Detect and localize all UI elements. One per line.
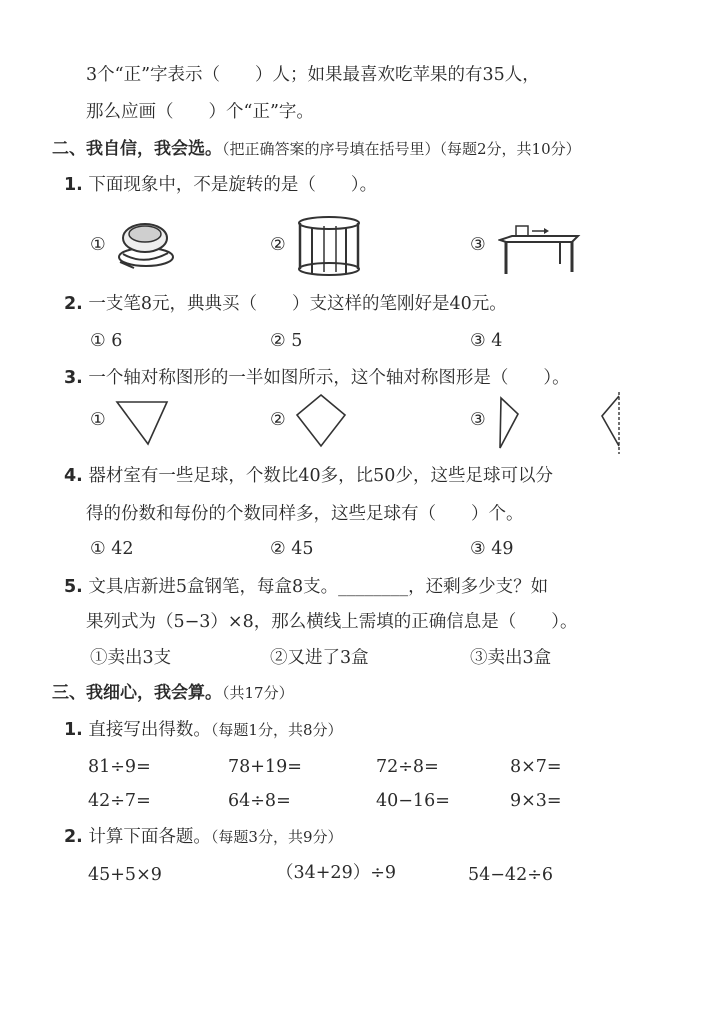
- calc-item: 40−16=: [376, 791, 450, 811]
- calc-item: 9×3=: [510, 791, 562, 811]
- option-1: ① 6: [90, 331, 123, 351]
- calc-item: （34+29）÷9: [276, 863, 396, 883]
- question-text: 计算下面各题。: [88, 827, 211, 847]
- calc-item: 81÷9=: [88, 757, 151, 777]
- section-3-header: [52, 682, 294, 704]
- option-2: ②: [270, 235, 286, 255]
- calc-item: 72÷8=: [376, 757, 439, 777]
- question-text-line-2: 得的份数和每份的个数同样多，这些足球有（ ）个。: [86, 504, 524, 524]
- question-number: 4.: [64, 466, 83, 486]
- calc-question-2: [64, 826, 343, 848]
- option-3: ③ 49: [470, 539, 514, 559]
- kite-shape: [294, 392, 348, 450]
- question-4: [64, 465, 553, 487]
- section-3-title: 三、我细心，我会算。: [52, 683, 222, 703]
- question-number: 1.: [64, 175, 83, 195]
- question-3: [64, 367, 570, 389]
- question-text: 下面现象中，不是旋转的是（ ）。: [88, 175, 378, 195]
- question-text: 直接写出得数。: [88, 720, 211, 740]
- calc-question-1: [64, 719, 343, 741]
- question-text: 一个轴对称图形的一半如图所示，这个轴对称图形是（ ）。: [88, 368, 570, 388]
- calc-item: 8×7=: [510, 757, 562, 777]
- question-text-line-1: 文具店新进5盒钢笔，每盒8支。________，还剩多少支？如: [88, 577, 549, 597]
- option-3: ③: [470, 235, 486, 255]
- table-with-box-picture: [498, 218, 582, 278]
- question-number: 5.: [64, 577, 83, 597]
- option-2: ② 5: [270, 331, 303, 351]
- option-2: ②又进了3盒: [270, 648, 369, 668]
- option-3: ③ 4: [470, 331, 503, 351]
- inverted-triangle-shape: [114, 398, 170, 448]
- question-text: 一支笔8元，典典买（ ）支这样的笔刚好是40元。: [88, 294, 507, 314]
- question-1: [64, 174, 377, 196]
- calc-item: 78+19=: [228, 757, 302, 777]
- question-2: [64, 293, 507, 315]
- narrow-triangle-shape: [494, 394, 522, 452]
- question-number: 3.: [64, 368, 83, 388]
- calc-item: 45+5×9: [88, 865, 162, 885]
- section-2-note: （把正确答案的序号填在括号里）（每题2分，共10分）: [222, 140, 581, 158]
- question-number: 2.: [64, 294, 83, 314]
- option-1: ①: [90, 410, 106, 430]
- section-2-header: [52, 138, 581, 160]
- revolving-door-picture: [296, 214, 362, 278]
- half-figure-with-symmetry-axis: [598, 390, 630, 456]
- bowl-on-plate-picture: [114, 216, 178, 278]
- question-note: （每题1分，共8分）: [210, 721, 343, 739]
- option-1: ①: [90, 235, 106, 255]
- question-number: 2.: [64, 827, 83, 847]
- option-3: ③: [470, 410, 486, 430]
- question-text-line-2: 果列式为（5−3）×8，那么横线上需填的正确信息是（ ）。: [86, 612, 578, 632]
- calc-item: 54−42÷6: [468, 865, 553, 885]
- section-2-title: 二、我自信，我会选。: [52, 139, 222, 159]
- question-text-line-1: 器材室有一些足球，个数比40多，比50少，这些足球可以分: [88, 466, 553, 486]
- intro-line-2: 那么应画（ ）个“正”字。: [86, 102, 314, 122]
- question-number: 1.: [64, 720, 83, 740]
- section-3-note: （共17分）: [222, 684, 294, 702]
- calc-item: 64÷8=: [228, 791, 291, 811]
- option-1: ①卖出3支: [90, 648, 172, 668]
- option-2: ②: [270, 410, 286, 430]
- calc-item: 42÷7=: [88, 791, 151, 811]
- option-2: ② 45: [270, 539, 314, 559]
- question-note: （每题3分，共9分）: [210, 828, 343, 846]
- question-5: [64, 576, 548, 598]
- option-1: ① 42: [90, 539, 134, 559]
- option-3: ③卖出3盒: [470, 648, 552, 668]
- intro-line-1: 3个“正”字表示（ ）人；如果最喜欢吃苹果的有35人，: [86, 65, 540, 85]
